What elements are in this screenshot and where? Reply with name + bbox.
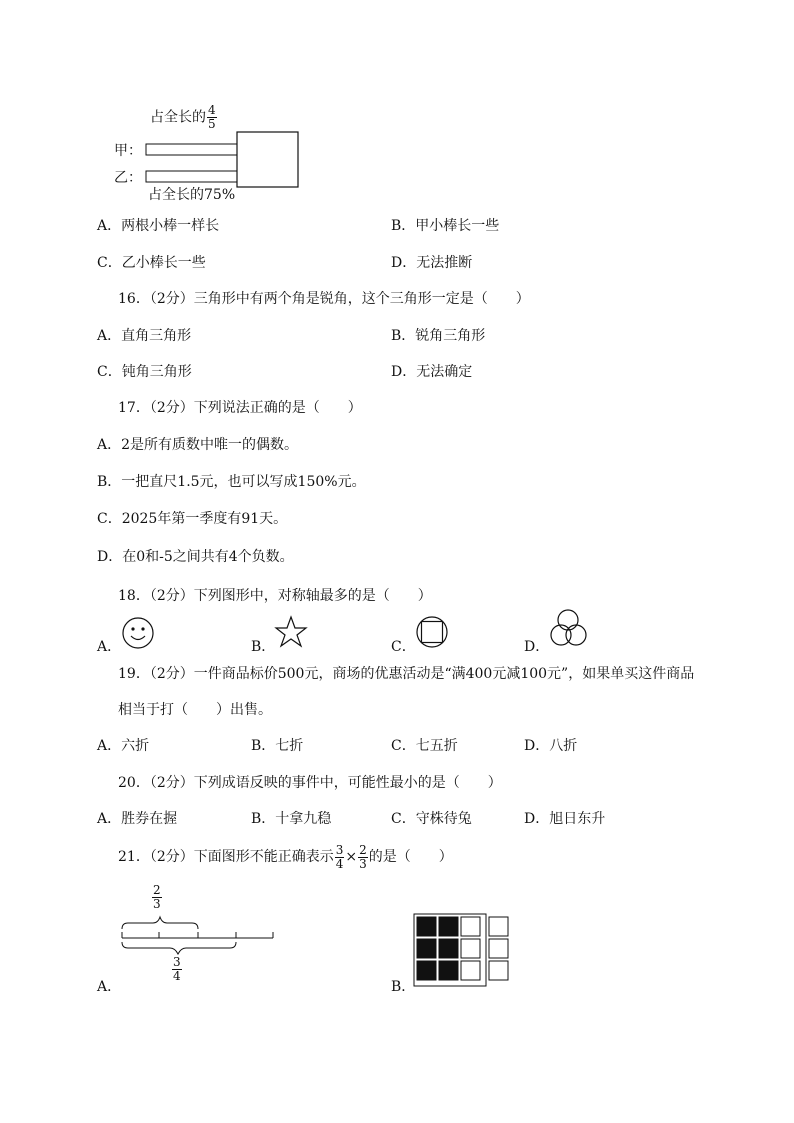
- grid-cell-filled: [439, 961, 458, 980]
- q21-fraction-2: $\frac{2}{3}$: [359, 842, 367, 871]
- q15-figure: [112, 104, 312, 204]
- q19-option-b[interactable]: B．七折: [251, 738, 304, 754]
- q21-fraction-1: $\frac{3}{4}$: [335, 842, 344, 871]
- q17-option-a[interactable]: A．2是所有质数中唯一的偶数。: [97, 437, 299, 453]
- yi-stick: [146, 171, 238, 182]
- grid-cell-filled: [439, 917, 458, 936]
- q17-option-d[interactable]: D．在0和-5之间共有4个负数。: [97, 549, 294, 565]
- q20-option-b[interactable]: B．十拿九稳: [251, 811, 332, 827]
- smiley-face-icon: [120, 614, 160, 654]
- bottom-brace: [122, 942, 236, 954]
- q18-option-a[interactable]: A．: [97, 639, 122, 655]
- q17-stem: 17．（2分）下列说法正确的是（ ）: [118, 400, 362, 416]
- q16-option-c[interactable]: C．钝角三角形: [97, 364, 192, 380]
- q19-option-a[interactable]: A．六折: [97, 738, 150, 754]
- q19-stem-line1: 19．（2分）一件商品标价500元，商场的优惠活动是“满400元减100元”，如果单买这件商品: [118, 666, 695, 682]
- q17-option-c[interactable]: C．2025年第一季度有91天。: [97, 511, 288, 527]
- three-circles-icon: [548, 608, 592, 652]
- q18-option-d[interactable]: D．: [524, 639, 550, 655]
- q16-option-a[interactable]: A．直角三角形: [97, 328, 192, 344]
- q20-stem: 20．（2分）下列成语反映的事件中，可能性最小的是（ ）: [118, 775, 502, 791]
- grid-cell-filled: [417, 917, 436, 936]
- q21-fig-b-grid: [413, 913, 523, 993]
- star-icon: [273, 614, 313, 654]
- grid-cell-filled: [439, 939, 458, 958]
- grid-cell-empty: [489, 917, 508, 936]
- square-in-circle-icon: [414, 614, 454, 654]
- grid-cell-empty: [489, 961, 508, 980]
- q15-label-yi: 乙：: [114, 170, 142, 186]
- grid-cell-filled: [417, 961, 436, 980]
- q21-option-b[interactable]: B．: [391, 979, 416, 995]
- q20-option-c[interactable]: C．守株待兔: [391, 811, 472, 827]
- q15-top-label: 占全长的 $\frac{4}{5}$: [150, 103, 216, 131]
- q18-option-b[interactable]: B．: [251, 639, 276, 655]
- q15-option-c[interactable]: C．乙小棒长一些: [97, 255, 206, 271]
- q16-stem: 16．（2分）三角形中有两个角是锐角，这个三角形一定是（ ）: [118, 291, 530, 307]
- q17-option-b[interactable]: B．一把直尺1.5元，也可以写成150%元。: [97, 474, 366, 490]
- water-container: [237, 132, 298, 187]
- q21-fig-a-number-line: [118, 916, 298, 976]
- grid-cell-empty: [461, 939, 480, 958]
- jia-stick: [146, 144, 238, 155]
- q21-option-a[interactable]: A．: [97, 979, 122, 995]
- q15-label-jia: 甲：: [114, 143, 142, 159]
- top-brace: [122, 917, 198, 929]
- q16-option-d[interactable]: D．无法确定: [391, 364, 473, 380]
- q15-option-d[interactable]: D．无法推断: [391, 255, 473, 271]
- q15-bottom-label: 占全长的75%: [148, 187, 236, 203]
- grid-cell-empty: [489, 939, 508, 958]
- q16-option-b[interactable]: B．锐角三角形: [391, 328, 486, 344]
- q19-option-d[interactable]: D．八折: [524, 738, 578, 754]
- q20-option-d[interactable]: D．旭日东升: [524, 811, 606, 827]
- grid-cell-empty: [461, 917, 480, 936]
- q21-stem: 21．（2分）下面图形不能正确表示 $\frac{3}{4}$ × $\frac{2}{3}$ 的是（ ）: [118, 842, 453, 871]
- q15-option-a[interactable]: A．两根小棒一样长: [97, 218, 220, 234]
- q21-fig-a-bottom-fraction: $\frac{3}{4}$: [173, 955, 181, 983]
- q18-option-c[interactable]: C．: [391, 639, 416, 655]
- q18-stem: 18．（2分）下列图形中，对称轴最多的是（ ）: [118, 588, 432, 604]
- grid-cell-empty: [461, 961, 480, 980]
- q20-option-a[interactable]: A．胜券在握: [97, 811, 178, 827]
- q15-option-b[interactable]: B．甲小棒长一些: [391, 218, 500, 234]
- q15-top-fraction: $\frac{4}{5}$: [208, 103, 216, 131]
- q19-option-c[interactable]: C．七五折: [391, 738, 458, 754]
- q21-fig-a-top-fraction: $\frac{2}{3}$: [153, 883, 161, 911]
- q19-stem-line2: 相当于打（ ）出售。: [118, 702, 272, 718]
- grid-cell-filled: [417, 939, 436, 958]
